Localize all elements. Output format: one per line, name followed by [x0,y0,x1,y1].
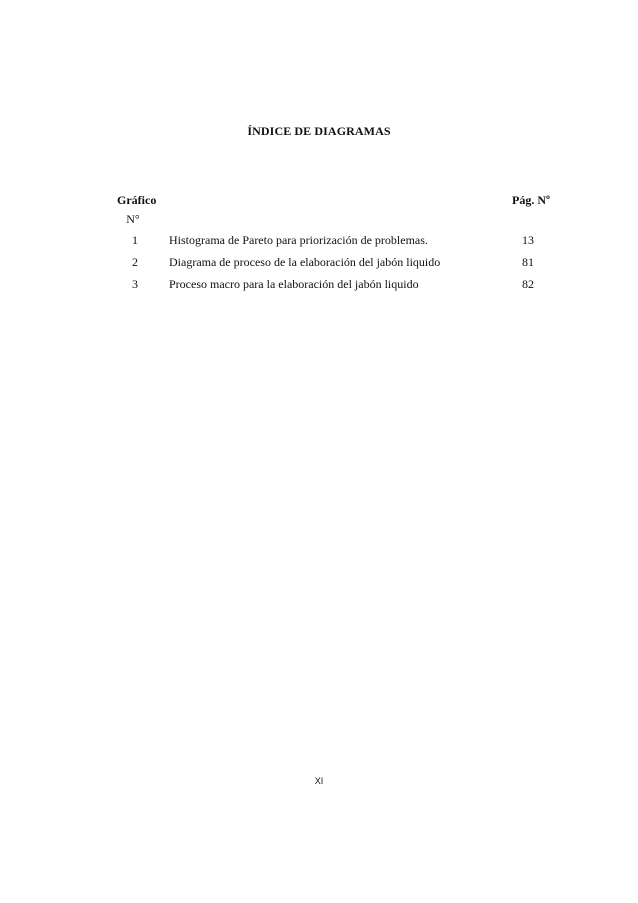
column-header-page: Pág. Nº [512,193,550,207]
toc-entry-title: Proceso macro para la elaboración del jabón liquido [169,277,419,291]
toc-entry-title: Histograma de Pareto para priorización de problemas. [169,233,428,247]
column-header-grafico: Gráfico [117,193,157,207]
page-number: XI [314,776,324,786]
toc-entry-number: 1 [132,233,138,247]
toc-entry-page: 81 [522,255,534,269]
toc-entry-page: 13 [522,233,534,247]
toc-entry-title: Diagrama de proceso de la elaboración del jabón liquido [169,255,441,269]
page-title: ÍNDICE DE DIAGRAMAS [247,124,391,138]
toc-row [0,233,638,251]
column-header-number: N° [126,212,140,226]
toc-entry-number: 3 [132,277,138,291]
toc-entry-page: 82 [522,277,534,291]
toc-row [0,277,638,295]
toc-row [0,255,638,273]
toc-entry-number: 2 [132,255,138,269]
